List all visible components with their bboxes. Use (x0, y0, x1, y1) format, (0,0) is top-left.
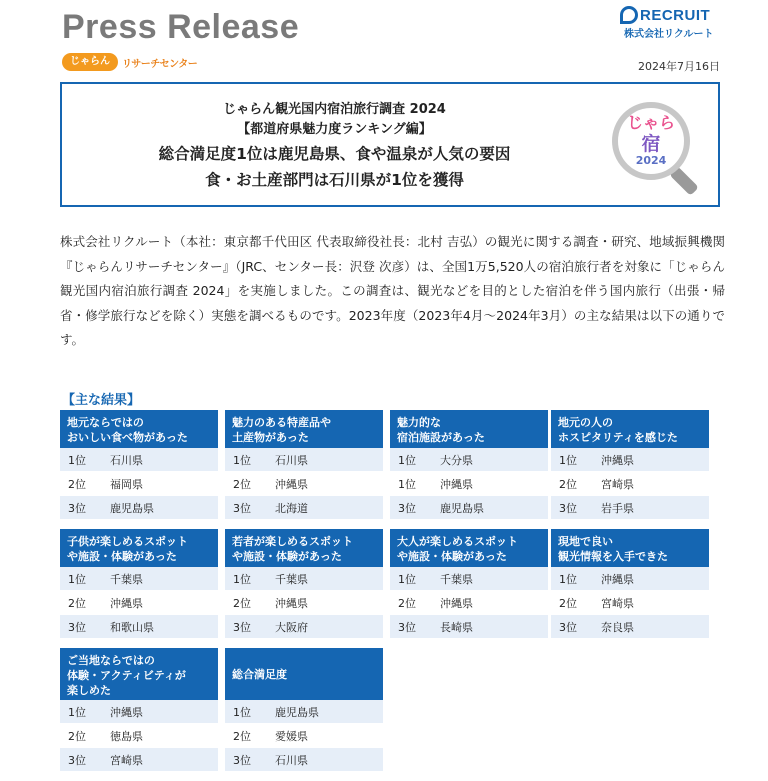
ranking-row (225, 700, 383, 724)
result-card (225, 529, 383, 639)
rank-label: 1位 (233, 705, 251, 719)
prefecture-name: 福岡県 (110, 477, 143, 491)
headline-box (60, 82, 720, 207)
result-card-title: 総合満足度 (225, 648, 383, 700)
rank-label: 2位 (233, 729, 251, 743)
ranking-row (225, 472, 383, 496)
rank-label: 3位 (559, 620, 577, 634)
ranking-row (551, 615, 709, 639)
badge-yado-text: 宿 (641, 133, 661, 155)
prefecture-name: 徳島県 (110, 729, 143, 743)
rank-label: 3位 (398, 501, 416, 515)
ranking-row (225, 496, 383, 520)
recruit-logo-text: RECRUIT (640, 6, 711, 24)
prefecture-name: 沖縄県 (601, 572, 634, 586)
headline-edition: 【都道府県魅力度ランキング編】 (237, 122, 432, 137)
ranking-row (225, 724, 383, 748)
result-card (551, 529, 709, 639)
rank-label: 1位 (559, 572, 577, 586)
result-card-title: 地元ならではの おいしい食べ物があった (60, 410, 218, 448)
ranking-row (551, 472, 709, 496)
rank-label: 1位 (68, 572, 86, 586)
ranking-row (60, 700, 218, 724)
result-card (225, 410, 383, 520)
rank-label: 1位 (398, 477, 416, 491)
rank-label: 1位 (233, 453, 251, 467)
jaran-yado-badge (610, 98, 708, 198)
ranking-row (225, 448, 383, 472)
rank-label: 2位 (68, 477, 86, 491)
rank-label: 2位 (233, 477, 251, 491)
rank-label: 1位 (559, 453, 577, 467)
results-section-label: 【主な結果】 (62, 393, 141, 408)
result-card (225, 648, 383, 772)
prefecture-name: 岩手県 (601, 501, 634, 515)
prefecture-name: 鹿児島県 (440, 501, 484, 515)
prefecture-name: 沖縄県 (110, 705, 143, 719)
rank-label: 3位 (233, 501, 251, 515)
headline-sub: 食・お土産部門は石川県が1位を獲得 (205, 171, 464, 189)
prefecture-name: 大分県 (440, 453, 473, 467)
recruit-logo (620, 6, 720, 40)
prefecture-name: 千葉県 (440, 572, 473, 586)
ranking-row (60, 472, 218, 496)
rank-label: 1位 (233, 572, 251, 586)
ranking-row (551, 496, 709, 520)
ranking-row (551, 591, 709, 615)
rank-label: 3位 (68, 501, 86, 515)
ranking-row (551, 567, 709, 591)
ranking-row (60, 615, 218, 639)
prefecture-name: 大阪府 (275, 620, 308, 634)
prefecture-name: 石川県 (110, 453, 143, 467)
ranking-row (551, 448, 709, 472)
result-card (60, 410, 218, 520)
jaran-logo-sub: リサーチセンター (122, 58, 198, 70)
result-card (60, 529, 218, 639)
rank-label: 3位 (559, 501, 577, 515)
prefecture-name: 宮崎県 (601, 477, 634, 491)
result-card-title: 大人が楽しめるスポット や施設・体験があった (390, 529, 548, 567)
rank-label: 3位 (233, 753, 251, 767)
jaran-research-logo (62, 53, 197, 71)
ranking-row (390, 496, 548, 520)
prefecture-name: 沖縄県 (275, 477, 308, 491)
rank-label: 2位 (233, 596, 251, 610)
recruit-logo-jp: 株式会社リクルート (624, 29, 714, 40)
ranking-row (390, 591, 548, 615)
ranking-row (390, 448, 548, 472)
headline-survey-name: じゃらん観光国内宿泊旅行調査 2024 (223, 102, 446, 117)
result-card-title: 地元の人の ホスピタリティを感じた (551, 410, 709, 448)
prefecture-name: 沖縄県 (440, 477, 473, 491)
result-card (60, 648, 218, 772)
prefecture-name: 宮崎県 (601, 596, 634, 610)
rank-label: 3位 (398, 620, 416, 634)
prefecture-name: 北海道 (275, 501, 308, 515)
prefecture-name: 沖縄県 (110, 596, 143, 610)
ranking-row (60, 496, 218, 520)
result-card-title: 子供が楽しめるスポット や施設・体験があった (60, 529, 218, 567)
ranking-row (390, 567, 548, 591)
badge-jara-text: じゃら (626, 113, 675, 132)
intro-paragraph: 株式会社リクルート（本社：東京都千代田区 代表取締役社長：北村 吉弘）の観光に関する調査・研究、地域振興機関『じゃらんリサーチセンター』（JRC、センター長：沢登 次彦）は、全国1万5,520人の宿泊旅行者を対象に「じゃらん観光国内宿泊旅行調査 2024」を実施しました。この調査は、観光などを目的とした宿泊を伴う国内旅行（出張・帰省・修学旅行などを除く）実態を調べるものです。2023年度（2023年4月～2024年3月）の主な結果は以下の通りです。 (60, 234, 725, 347)
ranking-row (390, 472, 548, 496)
ranking-row (60, 448, 218, 472)
prefecture-name: 千葉県 (110, 572, 143, 586)
rank-label: 3位 (68, 753, 86, 767)
prefecture-name: 鹿児島県 (275, 705, 319, 719)
rank-label: 2位 (68, 596, 86, 610)
ranking-row (60, 591, 218, 615)
ranking-row (60, 748, 218, 772)
prefecture-name: 和歌山県 (110, 620, 154, 634)
prefecture-name: 鹿児島県 (110, 501, 154, 515)
headline-main: 総合満足度1位は鹿児島県、食や温泉が人気の要因 (158, 145, 511, 163)
release-date: 2024年7月16日 (638, 60, 720, 73)
prefecture-name: 沖縄県 (440, 596, 473, 610)
rank-label: 2位 (559, 477, 577, 491)
ranking-row (225, 615, 383, 639)
rank-label: 2位 (398, 596, 416, 610)
rank-label: 1位 (68, 453, 86, 467)
ranking-row (225, 567, 383, 591)
rank-label: 1位 (68, 705, 86, 719)
prefecture-name: 奈良県 (601, 620, 634, 634)
result-card (390, 410, 548, 520)
prefecture-name: 石川県 (275, 453, 308, 467)
prefecture-name: 宮崎県 (110, 753, 143, 767)
ranking-row (60, 724, 218, 748)
result-card-title: 魅力のある特産品や 土産物があった (225, 410, 383, 448)
result-card-title: 魅力的な 宿泊施設があった (390, 410, 548, 448)
result-card (390, 529, 548, 639)
prefecture-name: 沖縄県 (275, 596, 308, 610)
prefecture-name: 愛媛県 (275, 729, 308, 743)
result-card-title: ご当地ならではの 体験・アクティビティが 楽しめた (60, 648, 218, 700)
result-card-title: 現地で良い 観光情報を入手できた (551, 529, 709, 567)
rank-label: 1位 (398, 453, 416, 467)
ranking-row (225, 748, 383, 772)
rank-label: 3位 (68, 620, 86, 634)
prefecture-name: 長崎県 (440, 620, 473, 634)
rank-label: 2位 (559, 596, 577, 610)
recruit-mark-icon (620, 6, 638, 24)
rank-label: 1位 (398, 572, 416, 586)
ranking-row (225, 591, 383, 615)
result-card-title: 若者が楽しめるスポット や施設・体験があった (225, 529, 383, 567)
ranking-row (390, 615, 548, 639)
rank-label: 2位 (68, 729, 86, 743)
jaran-logo-text: じゃらん (62, 53, 118, 71)
rank-label: 3位 (233, 620, 251, 634)
prefecture-name: 石川県 (275, 753, 308, 767)
ranking-row (60, 567, 218, 591)
badge-year: 2024 (635, 154, 667, 167)
result-card (551, 410, 709, 520)
prefecture-name: 沖縄県 (601, 453, 634, 467)
press-release-title: Press Release (62, 8, 300, 46)
prefecture-name: 千葉県 (275, 572, 308, 586)
